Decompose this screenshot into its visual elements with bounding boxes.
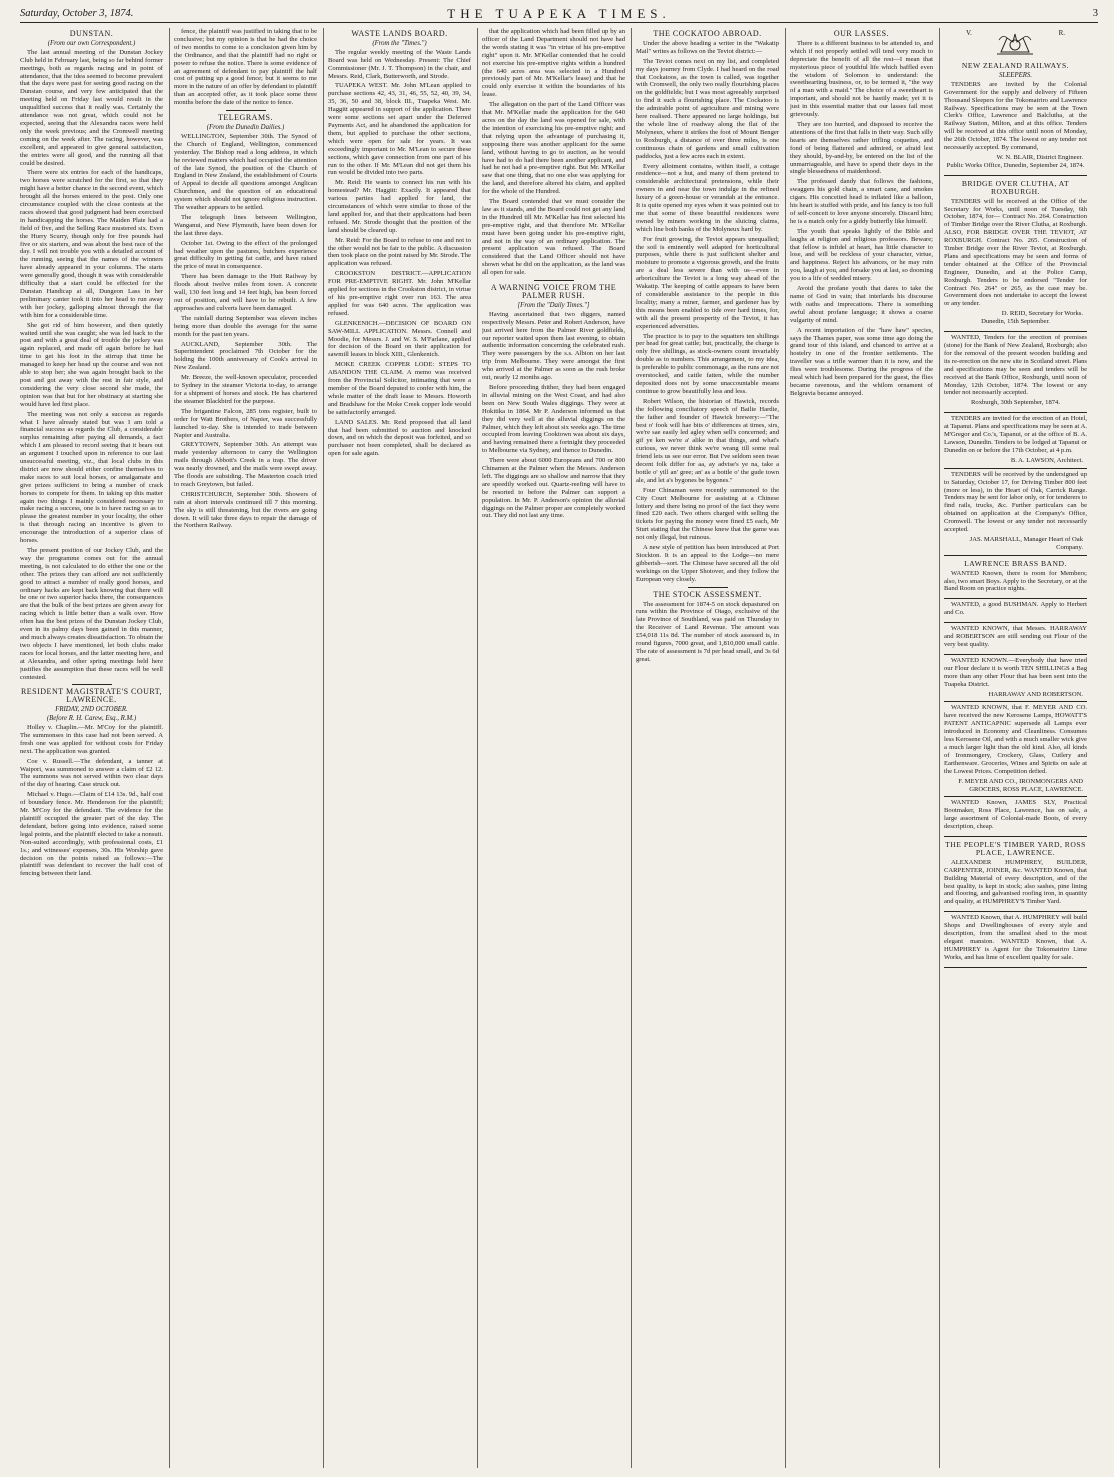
paragraph: Having ascertained that two diggers, named respectively Messrs. Peter and Robert Anderson, have just arrived here from the Palmer River goldfields, our reporter waited upon them last evening, to obtain authentic information concerning the celebrated rush. They were passengers by the s.s. Albion on her last trip from Melbourne. They were amongst the first who arrived at the Palmer as soon as the rush broke out, nearly 12 months ago. [482, 310, 625, 382]
article-heading-lasses: OUR LASSES. [833, 29, 890, 38]
advertisement [944, 58, 1087, 176]
column-1 [20, 28, 163, 1468]
ad-heading: THE PEOPLE'S TIMBER YARD, ROSS PLACE, LAWRENCE. [945, 840, 1086, 857]
advertisement [944, 556, 1087, 600]
article-body-cockatoo [636, 40, 779, 584]
paragraph: They are too hurried, and disposed to receive the attentions of the first that falls in their way. Such silly hearts are themselves rather trifling coquettes, and fond of being flattered and admired, or afraid lest they should, by-and-by, be entered on the list of the unmarriageable, and have to spend their days in the single blessedness of maidenhood. [790, 120, 933, 176]
court-date: FRIDAY, 2ND OCTOBER. [55, 706, 128, 714]
paragraph: Michael v. Hugo.—Claim of £14 13s. 9d., half cost of boundary fence. Mr. Henderson for the plaintiff; Mr. M'Coy for the defendant. The evidence for the plaintiff occupied the greater part of the day. The defendant, before going into evidence, raised some legal points, and the plaintiff elected to take a nonsuit. Non-suited accordingly, with professional costs, £1 1s.; and witnesses' expenses, 30s. His Worship gave decision on the points raised as follows:—The plaintiff was defendant to recover the half cost of fencing between their land. [20, 791, 163, 878]
article-body-stock [636, 601, 779, 664]
paragraph: The assessment for 1874-5 on stock depastured on runs within the Province of Otago, exclusive of the late Province of Southland, was paid on Thursday to the Receiver of Land Revenue. The amount was £54,018 11s 8d. The number of stock assessed is, in round figures, 7000 great, and 1,810,000 small cattle. The rate of assessment is 7d per head small, and 3s 6d great. [636, 600, 779, 663]
column-rule [785, 28, 786, 1468]
paragraph: The regular weekly meeting of the Waste Lands Board was held on Wednesday. Present: The Chief Commissioner (Mr. J. T. Thompson) in the chair, and Messrs. Reid, Clark, Butterworth, and Strode. [328, 48, 471, 80]
waste-lands-source: (From the "Times.") [372, 39, 427, 47]
ad-signature: W. N. BLAIR, District Engineer. [996, 153, 1083, 161]
advertisement [944, 655, 1087, 703]
ad-footer: Roxburgh, 30th September, 1874. [971, 399, 1060, 407]
paragraph: The Board contended that we must consider the law as it stands, and the Board could not get any land in the Hundred till Mr. M'Kellar has first selected his pre-emptive right, and that therefore Mr. M'Kellar must have been going under his pre-emptive right, and not in the way of an ordinary application. The present application was refused. The Board considered that the Land Officer should not have shown what he did on the application, as the land was all open for sale. [482, 198, 625, 277]
paragraph: The last annual meeting of the Dunstan Jockey Club held in February last, being so far behind former meetings, both as regards racing and in point of attendance, that the idea seemed to become prevalent that the days were past for seeing good racing on the Dunstan course, and very few anticipated that the meeting held on Friday last would result in the unqualified success that it really was. Certainly the attendance was not great, which could not be expected, seeing that the Alexandra races were held only the week previous; and the Cromwell meeting coming on the week after. The racing, however, was excellent, and appeared to give general satisfaction, the entries were all good, and the running all that could be desired. [20, 48, 163, 167]
newspaper-title: THE TUAPEKA TIMES. [447, 6, 671, 21]
ad-body: WANTED, a good BUSHMAN. Apply to Herbert and Co. [944, 601, 1087, 617]
paragraph: Robert Wilson, the historian of Hawick, records the following conciliatory speech of Bailie Hardie, the father and founder of Hawick brewery:—"The best o' fook will hae bits o' differences at times, sirs, we're sae easily led agley when sell's concerned; and gif ye ken we're a' alike in that things, and what's curious, we never think we're wrang till some real friend lets us see our error. But I've seldom seen twae decent folk differ for aa, ay advise's ye na, take a bottle o' yill an' gree; an' as a bottle o' the gude town ale, and let a's bygones be bygones." [636, 397, 779, 484]
ad-signature: JAS. MARSHALL, Manager Heart of Oak Company. [969, 535, 1083, 551]
separator [534, 280, 574, 281]
column-rule [477, 28, 478, 1468]
advertisement [944, 332, 1087, 413]
paragraph: that the application which had been filled up by an officer of the Land Department should not have had the words stating it was "in virtue of his pre-emptive right" upon it. Mr. M'Kellar contended that he could not exercise his pre-emptive rights within a hundred (the 640 acres area was selected in a Hundred previously part of Mr. M'Kellar's lease) and that he could only exercise it within the boundaries of his lease. [482, 28, 625, 99]
coat-of-arms-icon [993, 30, 1037, 56]
paragraph: WELLINGTON, September 30th. The Synod of the Church of England, Wellington, commenced yesterday. The Bishop read a long address, in which he reviewed matters which had occupied the attention of the late Synod, the position of the Church of England in New Zealand, the establishment of Courts of Appeal to decide all questions amongst Anglican Churchmen, and the question of an educational system which should not ignore religious instruction. The weather appears to be settled. [174, 132, 317, 212]
paragraph: MOKE CREEK COPPER LODE: STEPS TO ABANDON THE CLAIM. A memo was received from the Provincial Solicitor, intimating that were a member of the Board deputed to confer with him, the whole matter of the draft lease to Messrs. Howorth and Bradshaw for the Moke Creek copper lode would be satisfactorily arranged. [328, 361, 471, 416]
ad-footer: Public Works Office, Dunedin, September 24, 1874. [946, 161, 1085, 169]
column-rule [939, 28, 940, 1468]
separator [72, 684, 112, 685]
paragraph: A recent importation of the "haw haw" species, says the Thames paper, was some time ago doing the grand tour of this island, and chanced to arrive at a hostelry in one of the frontier settlements. The traveller was a trifle warmer than it is now, and the flies were troublesome. During the progress of the meal which had been prepared for the guest, the flies became ravenous, and the whilom ornament of Belgravia became annoyed. [790, 326, 933, 397]
issue-date: Saturday, October 3, 1874. [20, 8, 134, 19]
paragraph: The youth that speaks lightly of the Bible and laughs at religion and religious professors. Beware; that fellow is infidel at heart, has little character to lose, and will be reckless of your character, virtue, and happiness. Reject his advances, or he may ruin you, laugh at you, and forsake you at last, so dooming you to a life of wedded misery. [790, 227, 933, 283]
crest-letter-v: V. [966, 29, 972, 37]
ad-body: WANTED KNOWN.—Everybody that have tried our Flour declare it is worth TEN SHILLINGS a Bag more than any other Flour that has been sent into the Tuapeka District. [944, 656, 1087, 688]
telegrams-source: (From the Dunedin Dailies.) [206, 123, 285, 131]
paragraph: CROOKSTON DISTRICT.—APPLICATION FOR PRE-EMPTIVE RIGHT. Mr. John M'Kellar applied for sections in the Crookston district, in virtue of his pre-emptive right over run 163. The area applied for was 640 acres. The application was refused. [328, 270, 471, 317]
ad-heading: NEW ZEALAND RAILWAYS. [961, 61, 1070, 70]
paragraph: AUCKLAND, September 30th. The Superintendent proclaimed 7th October for the holding the 100th anniversary of Cook's arrival in New Zealand. [174, 340, 317, 372]
paragraph: GLENKENICH.—DECISION OF BOARD ON SAW-MILL APPLICATION. Messrs. Connell and Moodie, for Messrs. J. and W. S. M'Farlane, applied for decision of the Board on their application for sawmill leases in block XIII., Glenkenich. [328, 319, 471, 359]
article-body-waste-lands [328, 49, 471, 458]
ad-footer: Dunedin, 15th September. [981, 318, 1050, 326]
ad-heading: BRIDGE OVER CLUTHA, AT ROXBURGH. [961, 178, 1070, 196]
paragraph: There were six entries for each of the handicaps, two horses were scratched for the first, so that they might have a better chance in the second event, which brought all the horses entered to the post. Only one circumstance coupled with the close contests at the races showed that good judgment had been exercised in handicapping the horses. The Maiden Plate had a field of five, and the Selling Race mustered six. Even the Hurry Scurry, though only for five pounds had five or six starters, and was about the best race of the day. I will not trouble you with a detailed account of the running, seeing that the names of the winners have already appeared in your columns. The starts were generally good, though it was with considerable difficulty that a start could be effected for the Dunstan Handicap at all, Dungeon Lass in her preliminary canter took it into her head to run away with her jockey, galloping almost through the flat with him for a considerable time. [20, 169, 163, 319]
ad-body: WANTED Known, there is room for Members; also, two smart Boys. Apply to the Secretary, or at the Band Room on practice nights. [944, 569, 1087, 593]
paragraph: fence, the plaintiff was justified in taking that to be conclusive; but my opinion is that he had the choice of two months to come to a conclusion given him by the Ordinance, and that the plaintiff had no right or power to refuse the notice. There is some evidence of an agreement of defendant to pay plaintiff the half cost of putting up a good fence; but it seems to me more in the nature of an offer by defendant to plaintiff than an accepted offer, as it took place some three months before the date of the notice to fence. [174, 28, 317, 107]
palmer-source: [From the "Daily Times."] [517, 301, 590, 309]
page-number: 3 [1092, 8, 1098, 19]
column-3 [328, 28, 471, 1468]
paragraph: The rainfall during September was eleven inches being more than double the average for the same month for the past ten years. [174, 314, 317, 338]
separator [226, 110, 266, 111]
paragraph: For fruit growing, the Teviot appears unequalled; the soil is eminently well adapted for horticultural purposes, while there is just sufficient shelter and moisture to promote a vigorous growth, and the fruits are a deal less severe than with us—even in arboriculture the Teviot is a long way ahead of the Wakatip. The keeping of cattle appears to have been of considerable assistance to the people in this locality; many a miner, farmer, and gardener has by this means been enabled to tide over hard times, for, with all the present prosperity of the Teviot, it has experienced adversities. [636, 235, 779, 330]
paragraph: A new style of petition has been introduced at Port Stockton. It is an appeal to the Lodge—no mere gibberish—sort. The Chinese have secured all the old workings on the Upper Shotover, and they follow the European very closely. [636, 544, 779, 583]
paragraph: Every allotment contains, within itself, a cottage residence—not a hut, and many of them pretend to considerable architectural pretensions, while their owners in and near the town indulge in the refined luxury of a green-house or verandah at the entrance. It is quite opened my eyes when it was pointed out to me that some of these beautiful residences were owned by miners working in the sluicing claims, which line both banks of the Molyneux hard by. [636, 162, 779, 233]
ad-body: WANTED Known, JAMES SLY, Practical Bootmaker, Ross Place, Lawrence, has on sale, a large assortment of Colonial-made Boots, of every description, cheap. [944, 799, 1087, 831]
paragraph: TUAPEKA WEST. Mr. John M'Lean applied to purchase sections 42, 43, 31, 46, 55, 52, 40, 39, 34, 35, 36, 50 and 38, block III., Tuapeka West. Mr. Haggitt appeared in support of the application. There were some sections set apart under the Deferred Payments Act, and he abandoned the application for them, but applied to purchase the other sections, which were open for sale for years. It was exceedingly important to Mr. M'Lean to secure these sections, which gave connection from one part of his run to the other. If Mr. M'Lean did not get them his run would be divided into two parts. [328, 82, 471, 177]
separator [688, 587, 728, 588]
article-heading-waste-lands: WASTE LANDS BOARD. [351, 29, 448, 38]
ad-body: TENDERS are invited for the erection of an Hotel, at Tapanui. Plans and specifications may be seen at A. M'Gregor and Co.'s, Tapanui, or at the office of B. A. Lawson, Dunedin. Tenders to be lodged at Tapanui or Dunedin on or before the 17th October, at 4 p.m. [944, 415, 1087, 454]
advertisement-list [944, 58, 1087, 968]
article-body-court [20, 724, 163, 878]
paragraph: October 1st. Owing to the effect of the prolonged bad weather upon the pastures, butchers experience great difficulty in getting fat cattle, and have raised the price of meat in consequence. [174, 239, 317, 271]
advertisement [944, 837, 1087, 912]
article-byline: (From our own Correspondent.) [47, 39, 136, 47]
paragraph: Before proceeding thither, they had been engaged in alluvial mining on the West Coast, and had also been on New South Wales diggings. They were at Hokitika in 1864. Mr P. Anderson informed us that they did very well at the alluvial diggings on the Palmer, which they left about six weeks ago. The time occupied from leaving Cooktown was about six days, and having remained there a fortnight they proceeded to Melbourne via Sydney, and thence to Dunedin. [482, 383, 625, 455]
advertisement [944, 623, 1087, 655]
masthead [20, 6, 1098, 23]
paragraph: GREYTOWN, September 30th. An attempt was made yesterday afternoon to carry the Wellington mails through Abbott's Creek in a trap. The driver was nearly drowned, and the mails were swept away. The floods are subsiding. The Masterton coach tried to reach Greytown, but failed. [174, 441, 317, 488]
ad-signature: HARRAWAY AND ROBERTSON. [988, 690, 1083, 698]
paragraph: There has been damage to the Hutt Railway by floods about twelve miles from town. A concrete wall, 130 feet long and 14 feet high, has been forced out of position, and will have to be rebuilt. A few approaches and culverts have been damaged. [174, 273, 317, 312]
advertisement [944, 912, 1087, 967]
ad-signature: D. REID, Secretary for Works. [1001, 310, 1083, 318]
paragraph: Four Chinaman were recently summoned to the City Court Melbourne for assisting at a Chinese lottery and there being no proof of the fact they were fined £20 each. Two others charged with selling the tickets for paying the money were fined £5 each, Mr Sturt stating that the Chinese knew that the game was not only illegal, but ruinous. [636, 486, 779, 542]
article-body-dunstan [20, 49, 163, 682]
column-rule [631, 28, 632, 1468]
article-body-telegrams [174, 133, 317, 531]
advertisement [944, 413, 1087, 468]
article-heading-palmer: A WARNING VOICE FROM THE PALMER RUSH. [490, 283, 617, 300]
paragraph: The practice is to pay to the squatters ten shillings per head for great cattle; but, practically, the charge is only five shillings, as stock-owners count invariably double as to numbers. This arrangement, to my idea, is preferable to public commonage, as the runs are not overstocked, and cattle fatten, while the number deposited does not by some unaccountable means continue to grow beautifully less and less. [636, 332, 779, 395]
royal-crest [944, 30, 1087, 56]
advertisement [944, 797, 1087, 837]
article-heading-dunstan: DUNSTAN. [69, 29, 114, 38]
paragraph: The meeting was not only a success as regards what I have already stated but was I am told a financial success as regards the Club, a considerable surplus remaining after paying all demands, a fact which I am pleased to record seeing that it bears out an argument I touched upon in reference to our last unsuccessful meeting, viz., that local clubs in this district are now should either confine themselves to make races to suit local horses, or amalgamate and give prizes sufficient to bring a number of crack horses to compete for them. In taking up this matter again two things I mainly considered necessary to make racing a success, one is to have racing so as to please the greatest number in your locality, the other is that through racing an incentive is given to encourage the introduction of a superior class of horses. [20, 410, 163, 545]
paragraph: The Teviot comes next on my list, and completed my days journey from Clyde. I had heard on the road that Cockatoos, as the town is called, was together with Cromwell, the only two really flourishing places on the goldfields; but I was most agreeably surprised to find it such a flourishing place. The Cockatoo is the admirable point of agriculture and mining were here realised. There appeared no large holdings, but the whole line of roadway along the flat of the Molyneux, where it strikes the foot of Mount Benger to Roxburgh, a distance of over three miles, is one continuous chain of gardens and small cultivation paddocks, just a few acres each in extent. [636, 57, 779, 160]
paragraph: Avoid the profane youth that dares to take the name of God in vain; that interlards his discourse with oaths and imprecations. There is something awful about profane language; it shows a coarse vulgarity of mind. [790, 285, 933, 324]
paragraph: Mr. Breeze, the well-known speculator, proceeded to Sydney in the steamer Victoria to-day, to arrange for a shipment of horses and stock. He has chartered the steamer Blackbird for the purpose. [174, 374, 317, 405]
column-7-advertisements [944, 28, 1087, 1468]
paragraph: CHRISTCHURCH, September 30th. Showers of rain at short intervals continued till 7 this morning. The sky is still threatening, but the rivers are going down. It will take three days to repair the damage of the Northern Railway. [174, 490, 317, 530]
ad-body: ALEXANDER HUMPHREY, BUILDER, CARPENTER, JOINER, &c. WANTED Known, that Building Material of every description, and of the best quality, is kept in stock; also sashes, pine lining and flooring, and galvanised roofing iron, in quantity and quality, at HUMPHREY'S Timber Yard. [944, 858, 1087, 906]
ad-body: WANTED Known, that A. HUMPHREY will build Shops and Dwellinghouses of every style and description, from the smallest shed to the most elegant mansion. WANTED Known, that A. HUMPHREY is Agent for the Tokomairiro Lime Works, and has lime of excellent quality for sale. [944, 914, 1087, 961]
ad-signature: F. MEYER AND CO., IRONMONGERS AND GROCERS, ROSS PLACE, LAWRENCE. [958, 777, 1083, 793]
ad-heading: LAWRENCE BRASS BAND. [964, 558, 1067, 568]
paragraph: She got rid of him however, and then quietly waited until she was caught; she was led back to the post and with a great deal of trouble the jockey was again replaced, and made off again before he had time to get his foot in the stirrup that time he managed to keep her head up the course and was not able to stop her; she was again brought back to the post and got away with the rest in fair style, and considering the very close second she made, the opinion was that but for her obstinacy at starting she would have led first place. [20, 321, 163, 408]
paragraph: Mr. Reid: For the Board to refuse to one and not to the other would not be fair to the public. A discussion then took place on the point raised by Mr. Strode. The application was refused. [328, 236, 471, 268]
column-4 [482, 28, 625, 1468]
article-heading-court: RESIDENT MAGISTRATE'S COURT, LAWRENCE. [20, 687, 163, 705]
column-6 [790, 28, 933, 1468]
ad-body: WANTED, Tenders for the erection of premises (stone) for the Bank of New Zealand, Roxburgh; also for the removal of the present wooden building and its re-erection on the new site in Scotland street. Plans and specifications may be seen and tenders will be received at the Bank Office, Roxburgh, until noon of Monday, 12th October, 1874. The lowest or any tender not necessarily accepted. [944, 334, 1087, 397]
column-rule [323, 28, 324, 1468]
advertisement [944, 176, 1087, 332]
article-body-palmer [482, 311, 625, 521]
crest-letter-r: R. [1058, 29, 1065, 37]
paragraph: There were about 6000 Europeans and 700 or 800 Chinamen at the Palmer when the Messrs. Anderson left. The diggings are so shallow and narrow that they are speedily worked out. Quartz-reefing will have to be resorted to before the Palmer can support a population. In Mr. P. Anderson's opinion the alluvial diggings on the Palmer proper are completely worked out. They did not last any time. [482, 457, 625, 520]
ad-signature: B. A. LAWSON, Architect. [1010, 456, 1083, 464]
paragraph: The telegraph lines between Wellington, Wanganui, and New Plymouth, have been down for the last three days. [174, 213, 317, 237]
advertisement [944, 702, 1087, 797]
paragraph: Coe v. Russell.—The defendant, a tanner at Waipori, was summoned to answer a claim of £2 12. The summons was not served within two clear days of the day of hearing. Case struck out. [20, 757, 163, 789]
paragraph: The brigantine Falcon, 285 tons register, built to order for Watt Brothers, of Napier, was successfully launched to-day. She is intended to trade between Napier and Australia. [174, 407, 317, 439]
paragraph: The allegation on the part of the Land Officer was that Mr. M'Kellar made the application for the 640 acres on the day the land was opened for sale, with the intention of exercising his pre-emptive right; and that relying upon the advantage of purchasing it, supposing there was another applicant for the same land, without having to go to auction, as he would have had to do had there been another applicant, and had he not had a pre-emptive right. But Mr. M'Kellar saw that one thing, that no one else was applying for the land, and therefore altered his claim, and applied for the whole of the Hundred. [482, 101, 625, 196]
court-magistrate: (Before R. H. Carew, Esq., R.M.) [46, 715, 137, 723]
ad-body: WANTED KNOWN, that Messrs. HARRAWAY and ROBERTSON are still sending out Flour of the very best quality. [944, 625, 1087, 648]
column-5 [636, 28, 779, 1468]
article-heading-cockatoo: THE COCKATOO ABROAD. [653, 29, 762, 38]
advertisement [944, 469, 1087, 556]
article-heading-stock: THE STOCK ASSESSMENT. [653, 589, 762, 599]
paragraph: There is a different business to be attended to, and which if not properly settled will tend very much to depreciate the benefit of all the rest—I mean that mysterious piece of youthful life which baffled even the wisdom of Solomon to understand: the sweethearting business, or, to be termed it, "the way of a man with a maid." The choice of a sweetheart is important, and should not be hastily made; yet it is just in this essential matter that our lasses fail most grievously. [790, 39, 933, 119]
paragraph: LAND SALES. Mr. Reid proposed that all land that had been submitted to auction and knocked down, and on which the deposit was forfeited, and so purchaser not been completed, shall be declared as open for sale again. [328, 418, 471, 458]
advertisement [944, 599, 1087, 623]
article-heading-telegrams: TELEGRAMS. [218, 113, 273, 123]
paragraph: The present position of our Jockey Club, and the way the programme comes out for the annual meeting, is not calculated to do either the one or the other. The prizes they can afford are not sufficiently good to attract a number of really good horses, and ordinary hacks are kept back knowing that there will be one or two superior hacks there, the consequences are that the bulk of the best prizes are given away for racing which is little better than a walk over. How often has the best prizes of the Dunstan Jockey Club, even in its palmy days been gained in this manner, and much always creates dissatisfaction. To obtain the two objects I have mentioned, let both clubs make races for local horses, and the latter meeting here, and at Alexandra, and other spring meetings held here justifies the assumption that these races will be well contested. [20, 547, 163, 681]
paragraph: The professed dandy that follows the fashions, swaggers his gold chain, a smart cane, and smokes cigars. His conceited head is inflated like a balloon, his heart is stuffed with pride, and his fancy is too full of self-conceit to love anyone sincerely. Discard him; he is a match only for a giddy butterfly like himself. [790, 178, 933, 225]
article-continuation [482, 28, 625, 277]
ad-body: WANTED KNOWN, that F. MEYER AND CO. have received the new Kerosene Lamps, HOWATT'S PATENT ANTICAPNIC supersede all Lamps ever introduced in Economy and Cleanliness. Consumes less Kerosene Oil, and with a much smaller wick give a much larger light than the old kind. Also, all kinds of Ironmongery, Crockery, Glass, Cutlery and Earthenware. Groceries, Wines and Spirits on sale at the Lowest Prices. Competition defied. [944, 704, 1087, 775]
ad-subheading: SLEEPERS. [998, 71, 1033, 79]
article-continuation [174, 28, 317, 107]
ad-body: TENDERS will be received by the undersigned up to Saturday, October 17, for Driving Timber 800 feet (more or less), in the Heart of Oak, Carrick Range. Tenders may be sent for labor only, or for tenderers to find rails, trucks, &c. Further particulars can be obtained on application at the Company's Office, Cromwell. The lowest or any tender not necessarily accepted. [944, 470, 1087, 534]
ad-body: TENDERS will be received at the Office of the Secretary for Works, until noon of Tuesday, 6th October, 1874, for— Contract No. 264. Construction of Timber Bridge over the River Clutha, at Roxburgh. ALSO, FOR BRIDGE OVER THE TEVIOT, AT ROXBURGH. Contract No. 265. Construction of Timber Bridge over the River Teviot, at Roxburgh. Plans and specifications may be seen and forms of tender obtained at the Office of the Provincial Engineer, Dunedin, and at the Police Camp, Roxburgh. Tenders to be endorsed "Tender for Contract No. 264" or 265, as the case may be. Government does not undertake to accept the lowest or any tender. [944, 197, 1087, 308]
paragraph: Holley v. Chaplin.—Mr. M'Coy for the plaintiff. The summonses in this case had not been served. A fresh one was applied for without costs for Friday next. The application was granted. [20, 724, 163, 755]
ad-body: TENDERS are invited by the Colonial Government for the supply and delivery of Fifteen Thousand Sleepers for the Tokomairiro and Lawrence Railway. Specifications may be seen at the Town Clerk's Office, Lawrence and Balclutha, at the Railway Station, Milton, and at this office. Tenders will be received at this office until noon of Monday, the 26th October, 1874. The lowest or any tender not necessarily accepted. By command, [944, 80, 1087, 152]
column-2 [174, 28, 317, 1468]
paragraph: Under the above heading a writer in the "Wakatip Mail" writes as follows on the Teviot district:— [636, 39, 779, 55]
article-body-lasses [790, 40, 933, 398]
column-rule [169, 28, 170, 1468]
paragraph: Mr. Reid: He wants to connect his run with his homestead? Mr. Haggitt: Exactly. It appeared that various parties had applied for land, the circumstances of which were similar to those of the land applied for, and that their applications had been refused. Mr. Strode thought that the position of the land should be cleared up. [328, 179, 471, 234]
